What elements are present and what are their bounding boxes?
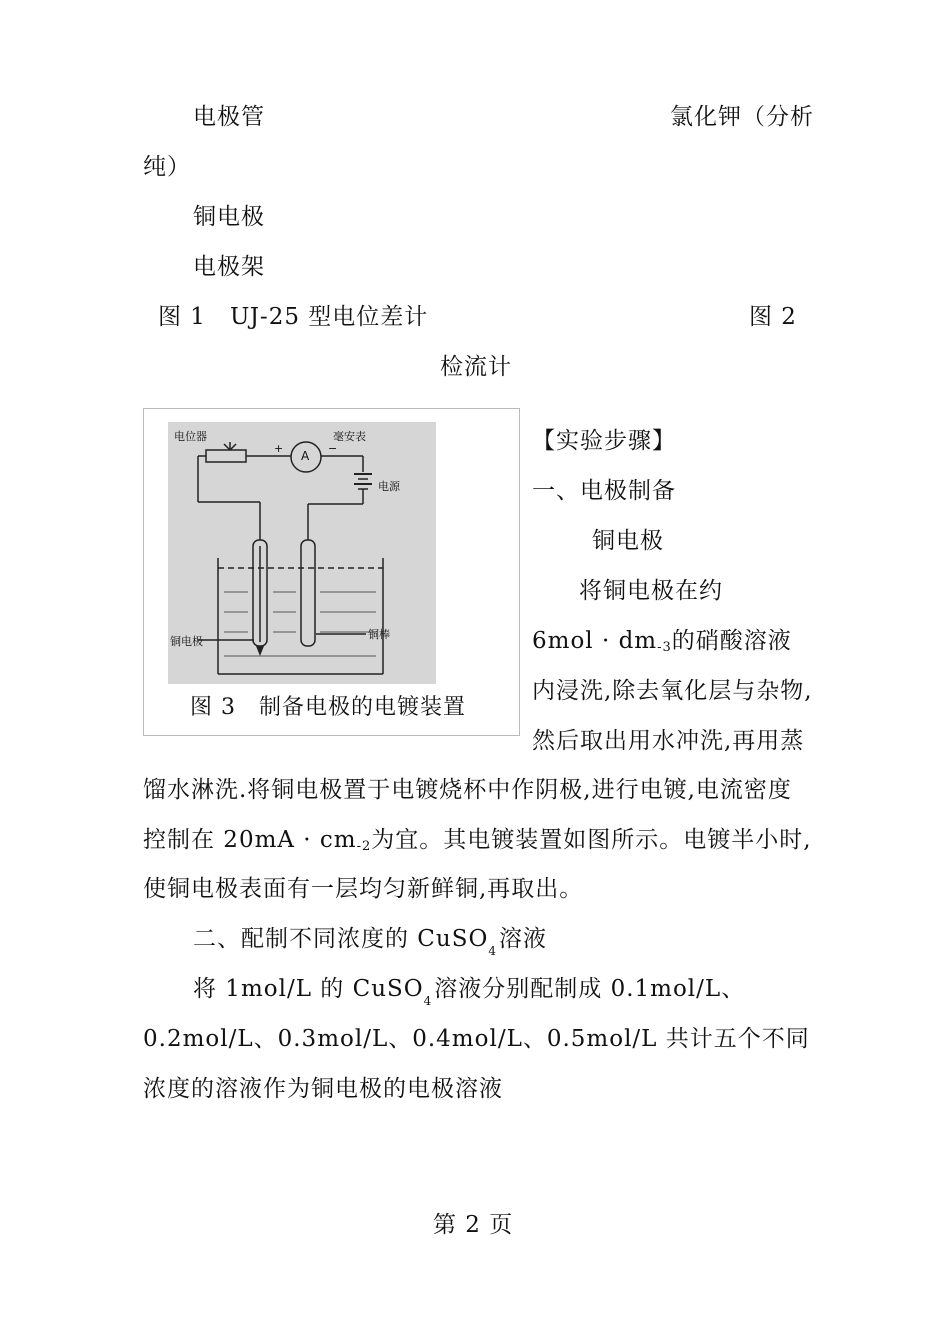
para-line-i: 0.2mol/L、0.3mol/L、0.4mol/L、0.5mol/L 共计五个不同 (143, 1026, 810, 1052)
section2-pre: 二、配制不同浓度的 CuSO (193, 926, 489, 952)
electrode-stand: 电极架 (193, 254, 265, 280)
label-copper-electrode: 铜电极 (170, 635, 203, 648)
para-line-h (193, 974, 745, 1007)
electroplating-diagram (168, 422, 436, 684)
fig1-caption: 图 1 UJ-25 型电位差计 (158, 304, 429, 330)
para-line-c: 内浸洗,除去氧化层与杂物, (532, 678, 813, 704)
para-line-g: 使铜电极表面有一层均匀新鲜铜,再取出。 (143, 876, 584, 902)
fig2-caption-part2: 检流计 (440, 354, 512, 380)
para-line-e: 馏水淋洗.将铜电极置于电镀烧杯中作阴极,进行电镀,电流密度 (143, 777, 792, 803)
page-number: 第 2 页 (433, 1212, 514, 1238)
line-b-sup: -3 (657, 640, 672, 655)
line-b-post: 的硝酸溶液 (671, 628, 792, 654)
steps-header: 【实验步骤】 (532, 428, 676, 454)
para-line-j: 浓度的溶液作为铜电极的电极溶液 (143, 1076, 503, 1102)
line-b-pre: 6mol · dm (532, 628, 658, 654)
para-line-d: 然后取出用水冲洗,再用蒸 (532, 728, 805, 754)
kcl-line1: 氯化钾（分析 (670, 104, 814, 130)
label-power-source: 电源 (378, 480, 400, 493)
label-minus: − (328, 442, 338, 455)
line-f-pre: 控制在 20mA · cm (143, 827, 357, 853)
section-1-title: 一、电极制备 (532, 478, 676, 504)
fig2-caption-part1: 图 2 (749, 304, 797, 330)
figure-3 (143, 408, 520, 736)
section2-sub: 4 (488, 944, 497, 958)
line-f-sup: -2 (356, 839, 372, 854)
copper-electrode-item: 铜电极 (193, 204, 265, 230)
label-milliammeter: 毫安表 (333, 430, 366, 443)
label-plus: + (274, 442, 284, 455)
line-f-post: 为宜。其电镀装置如图所示。电镀半小时, (371, 827, 812, 853)
subsection-copper-electrode: 铜电极 (592, 528, 664, 554)
line-h-post: 溶液分别配制成 0.1mol/L、 (434, 976, 746, 1002)
label-potentiometer: 电位器 (174, 430, 207, 443)
electrode-tube: 电极管 (193, 104, 265, 130)
para-line-b (532, 626, 792, 660)
kcl-line2: 纯） (143, 154, 191, 180)
section-2-title (193, 924, 547, 957)
figure-3-caption: 图 3 制备电极的电镀装置 (190, 695, 466, 720)
para-line-a: 将铜电极在约 (579, 578, 723, 604)
para-line-f (143, 825, 812, 859)
ammeter-symbol: A (301, 449, 310, 463)
label-copper-rod: 铜棒 (368, 628, 390, 641)
line-h-pre: 将 1mol/L 的 CuSO (193, 976, 424, 1002)
section2-post: 溶液 (498, 926, 547, 952)
line-h-sub: 4 (423, 994, 433, 1008)
